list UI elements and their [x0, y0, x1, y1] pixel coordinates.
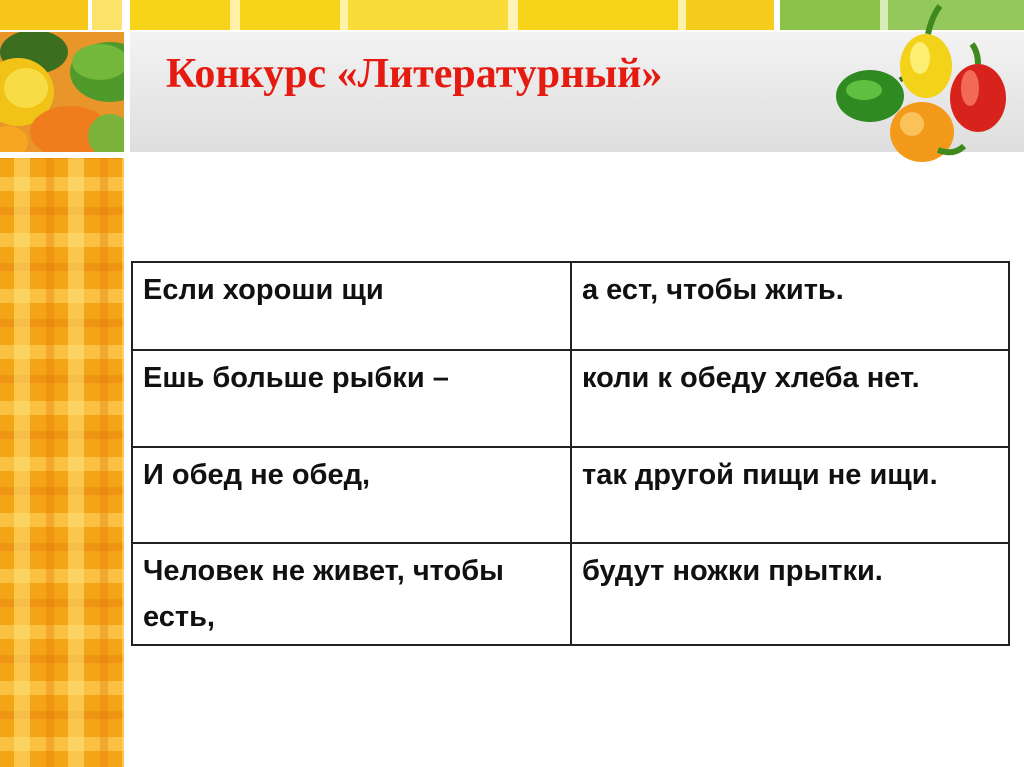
table-row — [132, 350, 1009, 447]
table-row — [132, 447, 1009, 543]
proverb-start-cell: И обед не обед, — [132, 447, 571, 543]
proverbs-table — [131, 261, 1010, 646]
proverb-start-cell: Если хороши щи — [132, 262, 571, 350]
plaid-side-panel — [0, 158, 124, 767]
bell-peppers-icon — [830, 0, 1024, 180]
peppers-decoration — [830, 0, 1024, 180]
fruit-illustration-icon — [0, 32, 124, 152]
table-row — [132, 262, 1009, 350]
proverb-end-cell: коли к обеду хлеба нет. — [571, 350, 1009, 447]
proverb-end-cell: будут ножки прытки. — [571, 543, 1009, 645]
proverb-start-cell: Человек не живет, чтобы есть, — [132, 543, 571, 645]
fruit-photo — [0, 32, 124, 152]
slide-title: Конкурс «Литературный» — [166, 51, 663, 97]
proverb-start-cell: Ешь больше рыбки – — [132, 350, 571, 447]
proverb-end-cell: так другой пищи не ищи. — [571, 447, 1009, 543]
table-row — [132, 543, 1009, 645]
proverb-end-cell: а ест, чтобы жить. — [571, 262, 1009, 350]
